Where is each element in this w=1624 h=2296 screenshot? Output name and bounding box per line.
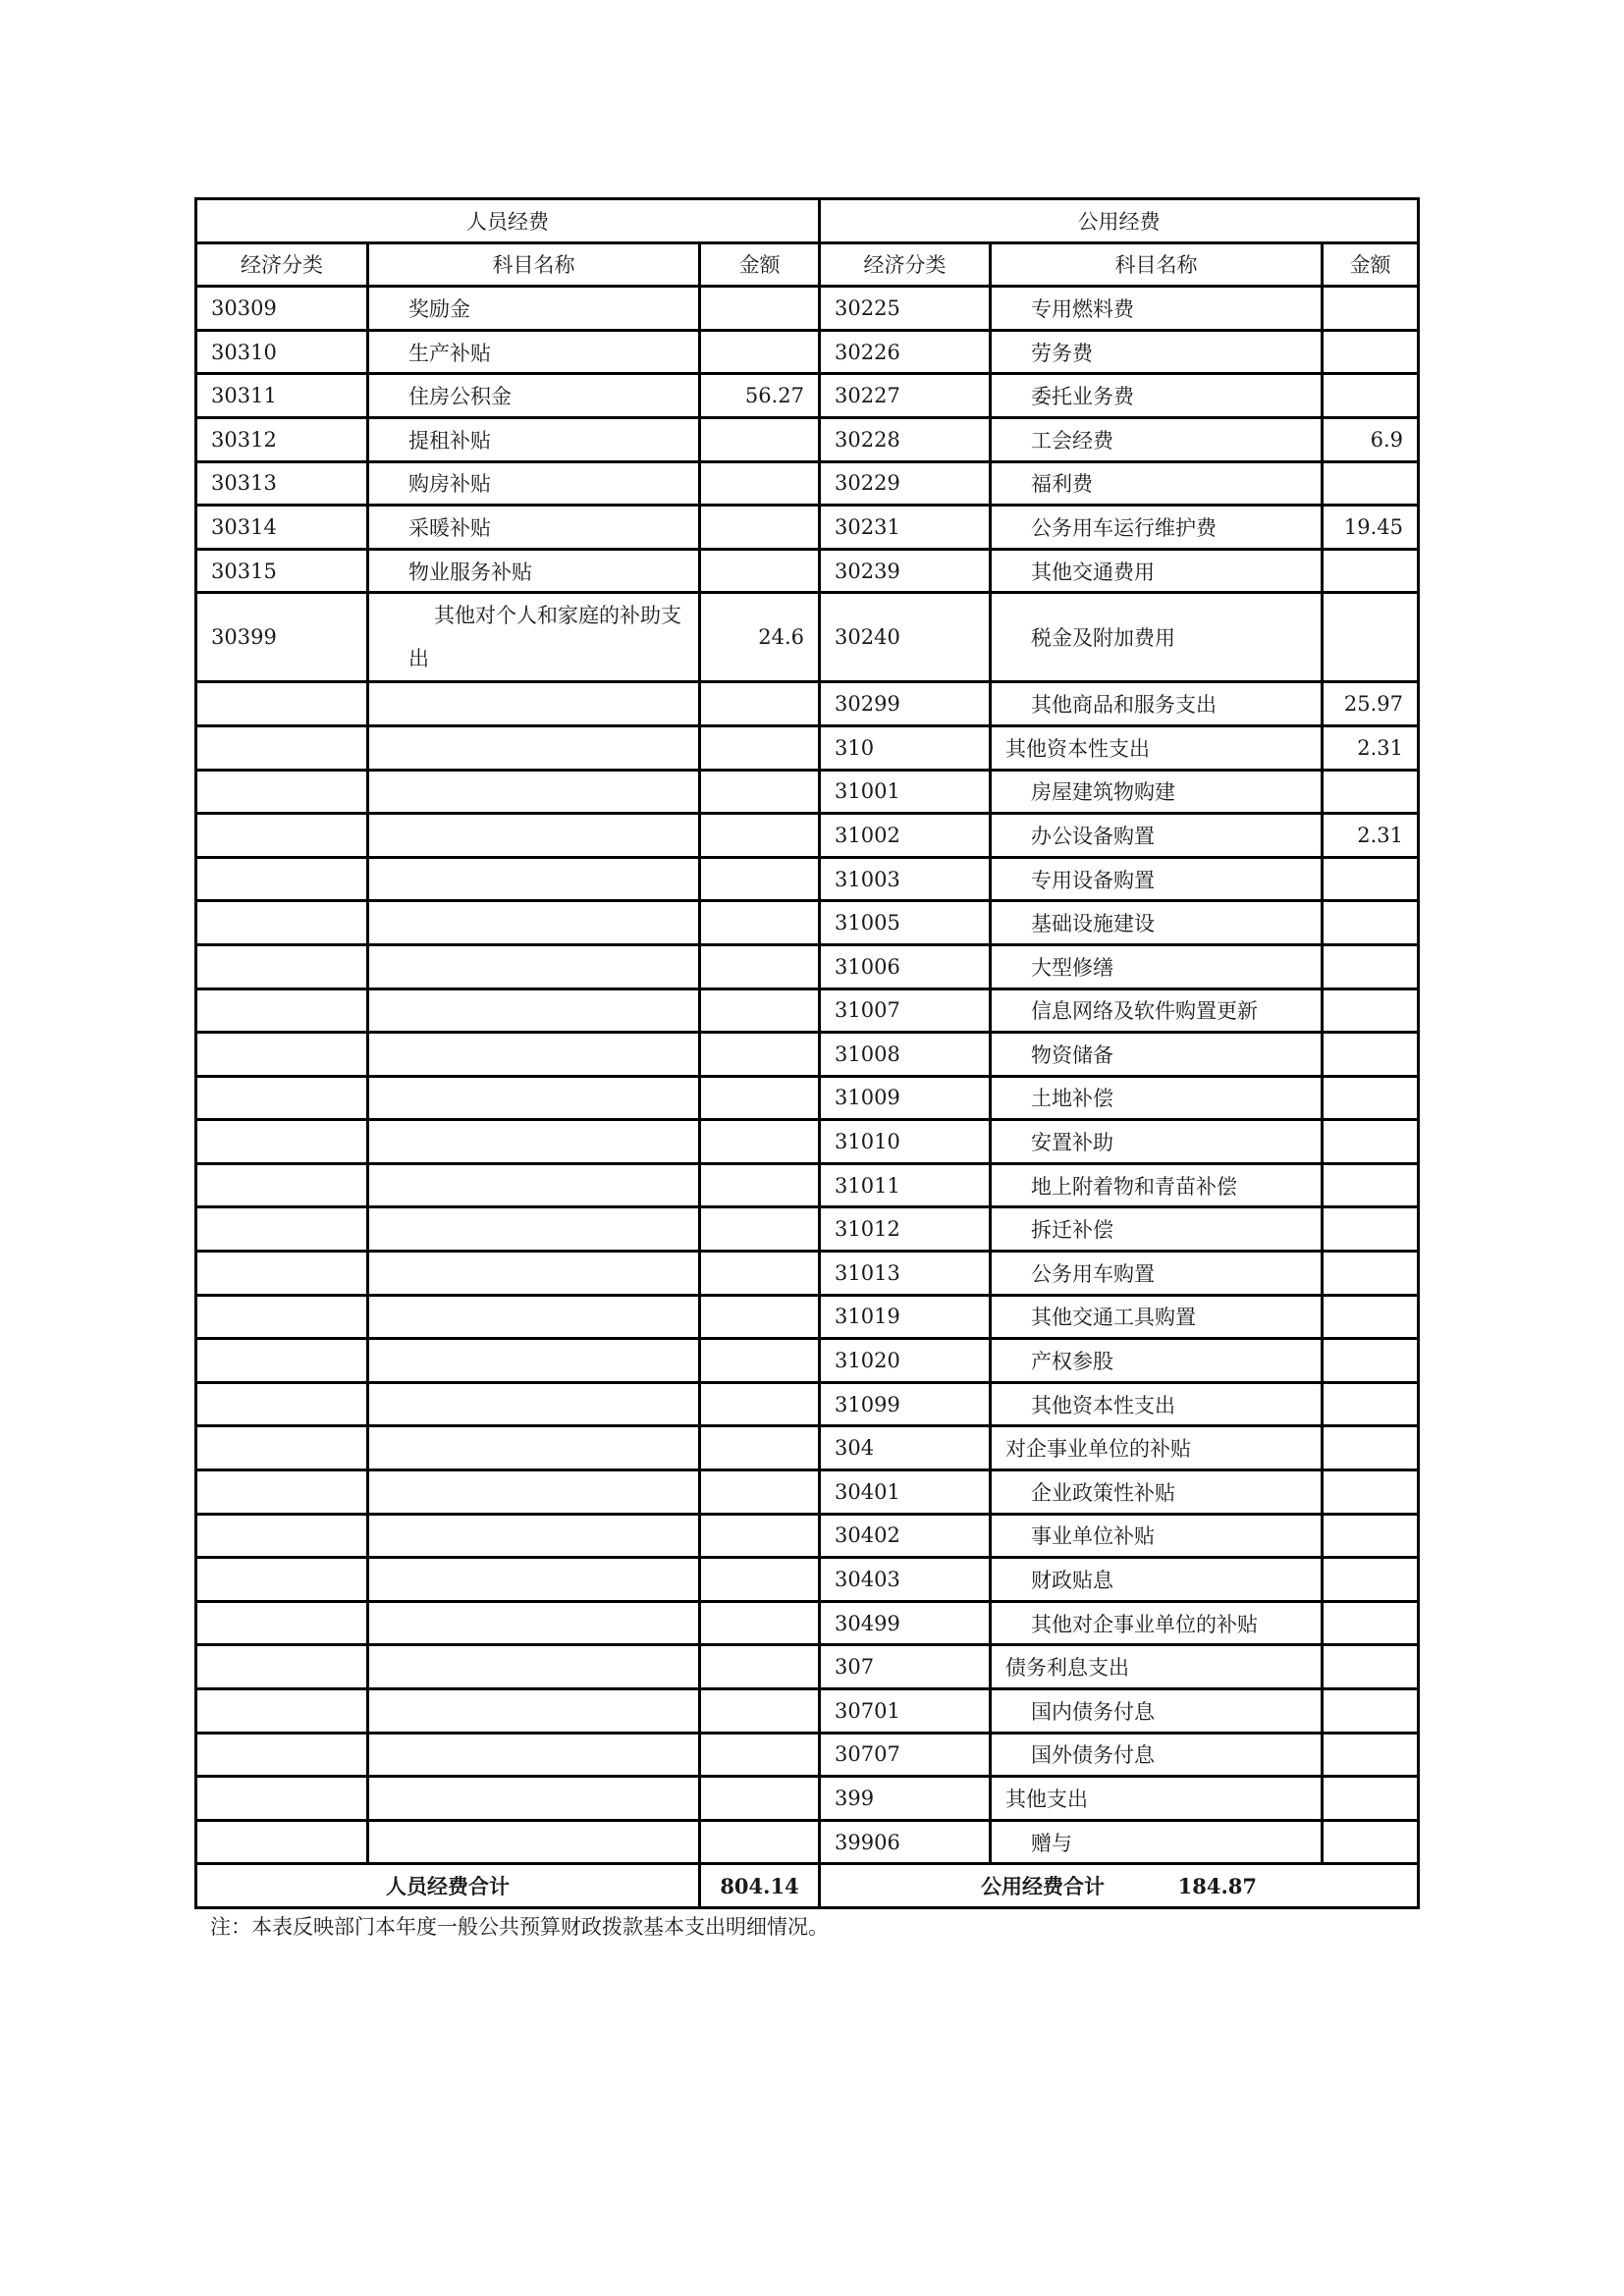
- right-code-cell: 30299: [820, 682, 991, 726]
- left-name-cell: [368, 901, 700, 945]
- right-amount-cell: [1323, 770, 1419, 814]
- left-amount-cell: [700, 770, 820, 814]
- table-row: [196, 417, 1419, 461]
- right-amount-cell: [1323, 1252, 1419, 1296]
- right-code-cell: 30401: [820, 1470, 991, 1515]
- left-code-cell: [196, 725, 368, 770]
- right-amount-cell: [1323, 374, 1419, 418]
- left-name-cell: [368, 1426, 700, 1470]
- right-code-cell: 30701: [820, 1689, 991, 1734]
- table-row: [196, 1207, 1419, 1252]
- right-name-cell: 专用燃料费: [991, 287, 1323, 331]
- right-code-cell: 307: [820, 1645, 991, 1689]
- table-row: [196, 1777, 1419, 1821]
- left-code-cell: [196, 682, 368, 726]
- section-header-row: [196, 199, 1419, 243]
- right-name-cell: 其他支出: [991, 1777, 1323, 1821]
- table-row: [196, 725, 1419, 770]
- left-code-cell: [196, 1733, 368, 1777]
- right-code-cell: 31002: [820, 814, 991, 858]
- table-row: [196, 1120, 1419, 1164]
- table-note: 注：本表反映部门本年度一般公共预算财政拨款基本支出明细情况。: [210, 1915, 829, 1939]
- left-code-cell: [196, 1295, 368, 1339]
- col-header-code: 经济分类: [196, 242, 368, 287]
- left-code-cell: [196, 1382, 368, 1426]
- table-row: [196, 1295, 1419, 1339]
- right-code-cell: 30228: [820, 417, 991, 461]
- left-name-cell: [368, 1470, 700, 1515]
- table-row: [196, 1382, 1419, 1426]
- right-code-cell: 31007: [820, 988, 991, 1033]
- right-amount-cell: 2.31: [1323, 814, 1419, 858]
- table-row: [196, 1820, 1419, 1864]
- right-name-cell: 赠与: [991, 1820, 1323, 1864]
- left-name-cell: [368, 857, 700, 901]
- left-code-cell: [196, 1601, 368, 1645]
- left-amount-cell: [700, 1252, 820, 1296]
- left-code-cell: 30309: [196, 287, 368, 331]
- left-name-cell: 物业服务补贴: [368, 549, 700, 593]
- right-code-cell: 31003: [820, 857, 991, 901]
- right-name-cell: 信息网络及软件购置更新: [991, 988, 1323, 1033]
- table-row: [196, 1426, 1419, 1470]
- left-name-cell: [368, 770, 700, 814]
- left-name-cell: 生产补贴: [368, 330, 700, 374]
- left-name-cell: [368, 1033, 700, 1077]
- table-row: [196, 1733, 1419, 1777]
- right-name-cell: 劳务费: [991, 330, 1323, 374]
- right-code-cell: 30227: [820, 374, 991, 418]
- left-amount-cell: 56.27: [700, 374, 820, 418]
- public-total-value: 184.87: [1177, 1874, 1257, 1899]
- left-code-cell: 30311: [196, 374, 368, 418]
- right-amount-cell: [1323, 1733, 1419, 1777]
- left-amount-cell: [700, 1033, 820, 1077]
- right-name-cell: 其他交通费用: [991, 549, 1323, 593]
- left-code-cell: [196, 944, 368, 988]
- section-public-header: 公用经费: [820, 199, 1419, 243]
- left-amount-cell: [700, 506, 820, 550]
- right-name-cell: 安置补助: [991, 1120, 1323, 1164]
- table-row: [196, 1252, 1419, 1296]
- right-code-cell: 30229: [820, 461, 991, 506]
- left-code-cell: 30312: [196, 417, 368, 461]
- right-amount-cell: [1323, 1426, 1419, 1470]
- left-name-cell: 住房公积金: [368, 374, 700, 418]
- table-row: [196, 330, 1419, 374]
- right-amount-cell: [1323, 287, 1419, 331]
- left-amount-cell: [700, 1382, 820, 1426]
- right-name-cell: 产权参股: [991, 1339, 1323, 1383]
- column-header-row: [196, 242, 1419, 287]
- right-amount-cell: [1323, 330, 1419, 374]
- left-code-cell: [196, 1645, 368, 1689]
- right-amount-cell: [1323, 1163, 1419, 1207]
- right-name-cell: 其他资本性支出: [991, 725, 1323, 770]
- table-row: [196, 1645, 1419, 1689]
- left-amount-cell: [700, 1601, 820, 1645]
- left-amount-cell: [700, 901, 820, 945]
- left-amount-cell: [700, 287, 820, 331]
- left-name-cell: [368, 988, 700, 1033]
- left-amount-cell: [700, 1470, 820, 1515]
- right-name-cell: 事业单位补贴: [991, 1514, 1323, 1558]
- left-code-cell: [196, 1207, 368, 1252]
- table-row: [196, 1689, 1419, 1734]
- right-name-cell: 其他交通工具购置: [991, 1295, 1323, 1339]
- left-code-cell: [196, 814, 368, 858]
- left-amount-cell: [700, 814, 820, 858]
- table-row: [196, 857, 1419, 901]
- right-amount-cell: [1323, 1558, 1419, 1602]
- left-name-cell: [368, 1076, 700, 1120]
- left-name-cell: [368, 944, 700, 988]
- left-amount-cell: [700, 417, 820, 461]
- col-header-name: 科目名称: [368, 242, 700, 287]
- left-amount-cell: [700, 1163, 820, 1207]
- personnel-total-value: 804.14: [700, 1864, 820, 1908]
- left-amount-cell: [700, 857, 820, 901]
- right-name-cell: 其他商品和服务支出: [991, 682, 1323, 726]
- table-row: [196, 287, 1419, 331]
- right-amount-cell: [1323, 1470, 1419, 1515]
- left-amount-cell: [700, 1777, 820, 1821]
- left-name-cell: [368, 1514, 700, 1558]
- table-row: [196, 1163, 1419, 1207]
- right-name-cell: 物资储备: [991, 1033, 1323, 1077]
- right-code-cell: 30240: [820, 593, 991, 682]
- right-code-cell: 30402: [820, 1514, 991, 1558]
- left-code-cell: [196, 901, 368, 945]
- col-header-name: 科目名称: [991, 242, 1323, 287]
- right-code-cell: 399: [820, 1777, 991, 1821]
- left-name-cell: 奖励金: [368, 287, 700, 331]
- right-amount-cell: [1323, 1339, 1419, 1383]
- public-total-label: 公用经费合计: [981, 1874, 1105, 1899]
- left-name-cell: [368, 1601, 700, 1645]
- right-amount-cell: [1323, 1645, 1419, 1689]
- right-amount-cell: [1323, 1514, 1419, 1558]
- right-code-cell: 31005: [820, 901, 991, 945]
- right-name-cell: 国外债务付息: [991, 1733, 1323, 1777]
- right-amount-cell: 25.97: [1323, 682, 1419, 726]
- right-name-cell: 福利费: [991, 461, 1323, 506]
- right-name-cell: 土地补偿: [991, 1076, 1323, 1120]
- left-name-cell: [368, 682, 700, 726]
- left-code-cell: [196, 1777, 368, 1821]
- right-amount-cell: [1323, 857, 1419, 901]
- left-code-cell: [196, 1076, 368, 1120]
- left-name-cell: [368, 1558, 700, 1602]
- table-row: [196, 682, 1419, 726]
- left-code-cell: [196, 1470, 368, 1515]
- table-row: [196, 1033, 1419, 1077]
- right-amount-cell: [1323, 593, 1419, 682]
- right-amount-cell: [1323, 1777, 1419, 1821]
- left-code-cell: [196, 1689, 368, 1734]
- left-name-cell: [368, 1645, 700, 1689]
- col-header-code: 经济分类: [820, 242, 991, 287]
- table-row: [196, 506, 1419, 550]
- right-code-cell: 31009: [820, 1076, 991, 1120]
- left-name-cell: [368, 1295, 700, 1339]
- left-name-cell: 购房补贴: [368, 461, 700, 506]
- right-code-cell: 30499: [820, 1601, 991, 1645]
- left-code-cell: [196, 988, 368, 1033]
- left-name-cell: 提租补贴: [368, 417, 700, 461]
- right-amount-cell: [1323, 1076, 1419, 1120]
- left-code-cell: [196, 1120, 368, 1164]
- right-amount-cell: [1323, 1382, 1419, 1426]
- right-amount-cell: [1323, 1689, 1419, 1734]
- right-amount-cell: [1323, 1820, 1419, 1864]
- right-amount-cell: [1323, 1295, 1419, 1339]
- left-name-cell: [368, 1382, 700, 1426]
- left-code-cell: [196, 1558, 368, 1602]
- table-row: [196, 901, 1419, 945]
- right-name-cell: 专用设备购置: [991, 857, 1323, 901]
- left-amount-cell: [700, 461, 820, 506]
- right-code-cell: 304: [820, 1426, 991, 1470]
- right-code-cell: 31001: [820, 770, 991, 814]
- table-row: [196, 1601, 1419, 1645]
- right-name-cell: 基础设施建设: [991, 901, 1323, 945]
- table-row: [196, 593, 1419, 682]
- right-name-cell: 委托业务费: [991, 374, 1323, 418]
- left-amount-cell: 24.6: [700, 593, 820, 682]
- table-row: [196, 549, 1419, 593]
- left-amount-cell: [700, 1076, 820, 1120]
- left-amount-cell: [700, 1645, 820, 1689]
- left-name-cell: [368, 725, 700, 770]
- table-row: [196, 814, 1419, 858]
- left-code-cell: [196, 1514, 368, 1558]
- left-code-cell: [196, 1163, 368, 1207]
- right-amount-cell: [1323, 1120, 1419, 1164]
- right-code-cell: 31011: [820, 1163, 991, 1207]
- left-name-cell: [368, 1252, 700, 1296]
- left-code-cell: 30313: [196, 461, 368, 506]
- personnel-total-label: 人员经费合计: [196, 1864, 700, 1908]
- table-row: [196, 770, 1419, 814]
- right-code-cell: 31012: [820, 1207, 991, 1252]
- right-name-cell: 其他资本性支出: [991, 1382, 1323, 1426]
- basic-expenditure-table: [194, 197, 1420, 1909]
- left-name-cell: [368, 1339, 700, 1383]
- left-amount-cell: [700, 1339, 820, 1383]
- right-amount-cell: [1323, 1207, 1419, 1252]
- right-code-cell: 30239: [820, 549, 991, 593]
- table-row: [196, 944, 1419, 988]
- right-amount-cell: [1323, 461, 1419, 506]
- left-name-cell: [368, 1689, 700, 1734]
- col-header-amount: 金额: [1323, 242, 1419, 287]
- left-amount-cell: [700, 549, 820, 593]
- right-name-cell: 工会经费: [991, 417, 1323, 461]
- right-code-cell: 31020: [820, 1339, 991, 1383]
- left-amount-cell: [700, 330, 820, 374]
- left-amount-cell: [700, 682, 820, 726]
- table-row: [196, 1514, 1419, 1558]
- right-name-cell: 企业政策性补贴: [991, 1470, 1323, 1515]
- right-code-cell: 31010: [820, 1120, 991, 1164]
- left-name-cell: 其他对个人和家庭的补助支出: [368, 593, 700, 682]
- left-code-cell: [196, 1033, 368, 1077]
- left-name-cell: [368, 1777, 700, 1821]
- right-name-cell: 财政贴息: [991, 1558, 1323, 1602]
- left-code-cell: [196, 1252, 368, 1296]
- right-code-cell: 31099: [820, 1382, 991, 1426]
- right-code-cell: 31013: [820, 1252, 991, 1296]
- left-amount-cell: [700, 725, 820, 770]
- right-code-cell: 310: [820, 725, 991, 770]
- left-amount-cell: [700, 1514, 820, 1558]
- table-row: [196, 374, 1419, 418]
- left-code-cell: 30310: [196, 330, 368, 374]
- left-name-cell: [368, 1733, 700, 1777]
- left-name-cell: [368, 1207, 700, 1252]
- right-name-cell: 国内债务付息: [991, 1689, 1323, 1734]
- left-amount-cell: [700, 1733, 820, 1777]
- right-name-cell: 公务用车购置: [991, 1252, 1323, 1296]
- right-name-cell: 拆迁补偿: [991, 1207, 1323, 1252]
- right-name-cell: 对企事业单位的补贴: [991, 1426, 1323, 1470]
- left-code-cell: [196, 857, 368, 901]
- left-amount-cell: [700, 988, 820, 1033]
- left-amount-cell: [700, 1207, 820, 1252]
- left-code-cell: 30399: [196, 593, 368, 682]
- public-total-cell: [820, 1864, 1419, 1908]
- table-row: [196, 1470, 1419, 1515]
- left-amount-cell: [700, 944, 820, 988]
- left-name-cell: [368, 814, 700, 858]
- left-code-cell: 30315: [196, 549, 368, 593]
- right-name-cell: 大型修缮: [991, 944, 1323, 988]
- totals-row: [196, 1864, 1419, 1908]
- table-row: [196, 1558, 1419, 1602]
- right-code-cell: 31006: [820, 944, 991, 988]
- right-code-cell: 30231: [820, 506, 991, 550]
- left-name-cell: [368, 1163, 700, 1207]
- left-amount-cell: [700, 1558, 820, 1602]
- section-personnel-header: 人员经费: [196, 199, 820, 243]
- right-amount-cell: 19.45: [1323, 506, 1419, 550]
- col-header-amount: 金额: [700, 242, 820, 287]
- left-amount-cell: [700, 1820, 820, 1864]
- right-amount-cell: 6.9: [1323, 417, 1419, 461]
- right-name-cell: 地上附着物和青苗补偿: [991, 1163, 1323, 1207]
- right-name-cell: 税金及附加费用: [991, 593, 1323, 682]
- left-code-cell: [196, 1820, 368, 1864]
- left-name-cell: [368, 1820, 700, 1864]
- left-amount-cell: [700, 1295, 820, 1339]
- right-amount-cell: [1323, 988, 1419, 1033]
- right-name-cell: 公务用车运行维护费: [991, 506, 1323, 550]
- right-amount-cell: [1323, 1033, 1419, 1077]
- left-amount-cell: [700, 1120, 820, 1164]
- right-code-cell: 30225: [820, 287, 991, 331]
- right-amount-cell: [1323, 944, 1419, 988]
- right-name-cell: 其他对企事业单位的补贴: [991, 1601, 1323, 1645]
- right-name-cell: 办公设备购置: [991, 814, 1323, 858]
- left-code-cell: [196, 1339, 368, 1383]
- right-code-cell: 31019: [820, 1295, 991, 1339]
- left-amount-cell: [700, 1426, 820, 1470]
- right-name-cell: 债务利息支出: [991, 1645, 1323, 1689]
- left-code-cell: 30314: [196, 506, 368, 550]
- right-code-cell: 30226: [820, 330, 991, 374]
- left-code-cell: [196, 770, 368, 814]
- table-row: [196, 1076, 1419, 1120]
- right-name-cell: 房屋建筑物购建: [991, 770, 1323, 814]
- right-amount-cell: [1323, 1601, 1419, 1645]
- right-amount-cell: [1323, 549, 1419, 593]
- table-row: [196, 461, 1419, 506]
- left-amount-cell: [700, 1689, 820, 1734]
- table-row: [196, 1339, 1419, 1383]
- left-name-cell: [368, 1120, 700, 1164]
- right-code-cell: 30707: [820, 1733, 991, 1777]
- right-amount-cell: 2.31: [1323, 725, 1419, 770]
- right-code-cell: 30403: [820, 1558, 991, 1602]
- table-row: [196, 988, 1419, 1033]
- right-amount-cell: [1323, 901, 1419, 945]
- right-code-cell: 39906: [820, 1820, 991, 1864]
- right-code-cell: 31008: [820, 1033, 991, 1077]
- left-name-cell: 采暖补贴: [368, 506, 700, 550]
- left-code-cell: [196, 1426, 368, 1470]
